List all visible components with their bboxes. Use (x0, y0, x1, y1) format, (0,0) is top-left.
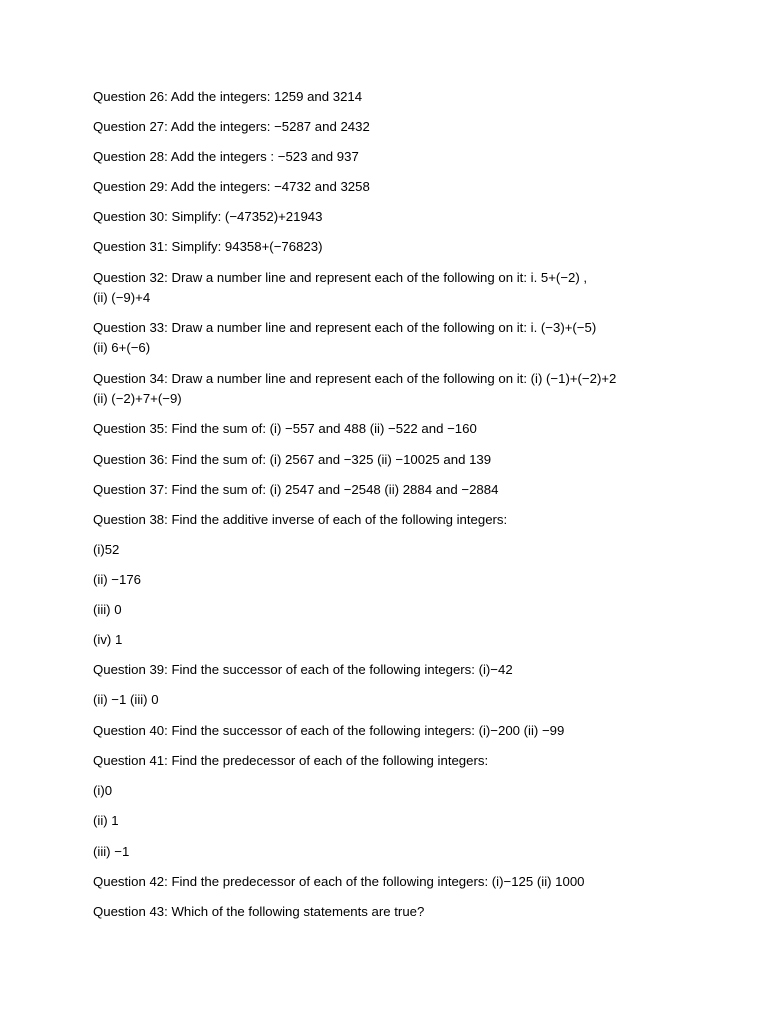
question-43: Question 43: Which of the following statements are true? (93, 904, 425, 919)
question-38: Question 38: Find the additive inverse of each of the following integers: (93, 512, 508, 527)
question-33-continued: (ii) 6+(−6) (93, 340, 151, 355)
question-34-continued: (ii) (−2)+7+(−9) (93, 391, 182, 406)
question-38-part-iv: (iv) 1 (93, 632, 123, 647)
question-37: Question 37: Find the sum of: (i) 2547 and −2548 (ii) 2884 and −2884 (93, 482, 499, 497)
question-39: Question 39: Find the successor of each of the following integers: (i)−42 (93, 662, 513, 677)
question-32-continued: (ii) (−9)+4 (93, 290, 151, 305)
question-34: Question 34: Draw a number line and represent each of the following on it: (i) (−1)+(−2)+2 (93, 371, 617, 386)
question-35: Question 35: Find the sum of: (i) −557 and 488 (ii) −522 and −160 (93, 421, 477, 436)
question-28: Question 28: Add the integers : −523 and 937 (93, 149, 359, 164)
question-26: Question 26: Add the integers: 1259 and 3214 (93, 89, 363, 104)
question-29: Question 29: Add the integers: −4732 and 3258 (93, 179, 370, 194)
question-42: Question 42: Find the predecessor of each of the following integers: (i)−125 (ii) 1000 (93, 874, 585, 889)
question-33: Question 33: Draw a number line and represent each of the following on it: i. (−3)+(−5) (93, 320, 597, 335)
question-41-part-ii: (ii) 1 (93, 813, 119, 828)
question-39-continued: (ii) −1 (iii) 0 (93, 692, 159, 707)
question-41-part-iii: (iii) −1 (93, 844, 130, 859)
question-32: Question 32: Draw a number line and represent each of the following on it: i. 5+(−2) , (93, 270, 588, 285)
question-41: Question 41: Find the predecessor of each of the following integers: (93, 753, 489, 768)
question-27: Question 27: Add the integers: −5287 and 2432 (93, 119, 370, 134)
question-38-part-iii: (iii) 0 (93, 602, 122, 617)
question-38-part-ii: (ii) −176 (93, 572, 142, 587)
question-40: Question 40: Find the successor of each of the following integers: (i)−200 (ii) −99 (93, 723, 565, 738)
question-31: Question 31: Simplify: 94358+(−76823) (93, 239, 323, 254)
question-41-part-i: (i)0 (93, 783, 113, 798)
question-30: Question 30: Simplify: (−47352)+21943 (93, 209, 323, 224)
question-38-part-i: (i)52 (93, 542, 120, 557)
question-36: Question 36: Find the sum of: (i) 2567 and −325 (ii) −10025 and 139 (93, 452, 492, 467)
